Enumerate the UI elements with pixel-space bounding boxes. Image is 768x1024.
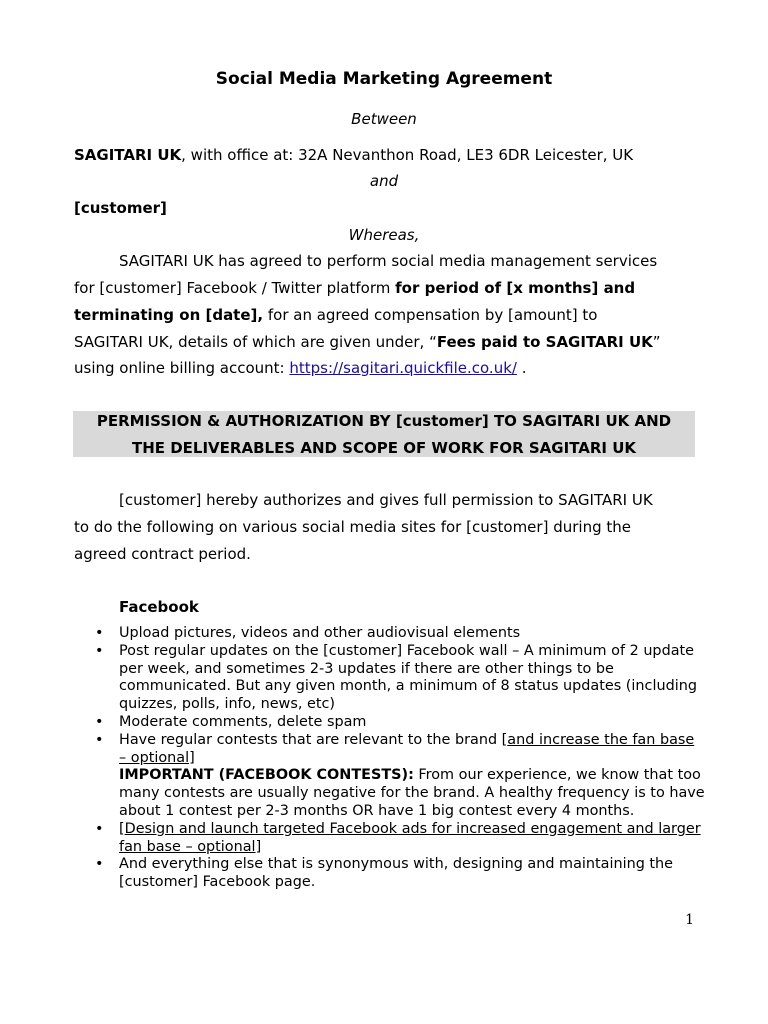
list-item-text: ]	[255, 838, 262, 855]
recital-line-3	[74, 306, 597, 324]
optional-clause: and increase the fan base – optional	[119, 731, 695, 766]
list-item-text: Post regular updates on the [customer] Facebook wall – A minimum of 2 update per week, and sometimes 2-3 updates if there are other things to be communicated. But any given month, a minimum of 8 status updates (including quizzes, polls, info, news, etc)	[119, 642, 697, 713]
facebook-heading: Facebook	[119, 598, 199, 616]
recital-text: SAGITARI UK, details of which are given under, “	[74, 333, 437, 351]
party1-name: SAGITARI UK	[74, 146, 182, 164]
important-label: IMPORTANT (FACEBOOK CONTESTS):	[119, 767, 414, 784]
recital-line-1: SAGITARI UK has agreed to perform social media management services	[119, 252, 658, 270]
recital-text: for an agreed compensation by [amount] to	[263, 306, 598, 324]
optional-clause: Design and launch targeted Facebook ads for increased engagement and larger fan base – optional	[119, 820, 701, 855]
recital-period: for period of [x months] and	[395, 279, 636, 297]
list-item-text: And everything else that is synonymous with, designing and maintaining the [customer] Facebook page.	[119, 856, 674, 891]
recital-line-2	[74, 279, 635, 297]
recital-line-5	[74, 359, 527, 377]
list-item	[95, 714, 705, 732]
billing-account-link[interactable]: https://sagitari.quickfile.co.uk/	[289, 359, 517, 377]
list-item	[95, 625, 705, 643]
list-item	[95, 732, 705, 821]
party2-name: [customer]	[74, 199, 167, 217]
recital-text: for [customer] Facebook / Twitter platform	[74, 279, 396, 297]
list-item	[95, 856, 705, 892]
authorization-line-1: [customer] hereby authorizes and gives full permission to SAGITARI UK	[119, 491, 653, 509]
list-item-text: ]	[189, 749, 195, 766]
list-item-text: [	[119, 820, 125, 837]
and-label: and	[369, 172, 399, 190]
party2-line	[74, 199, 167, 217]
recital-text: using online billing account:	[74, 359, 290, 377]
document-title: Social Media Marketing Agreement	[215, 69, 553, 89]
banner-line-1: PERMISSION & AUTHORIZATION BY [customer] TO SAGITARI UK AND	[96, 412, 672, 430]
between-label: Between	[351, 110, 417, 128]
facebook-bullet-list	[95, 625, 705, 892]
whereas-label: Whereas,	[348, 226, 420, 244]
authorization-line-3: agreed contract period.	[74, 545, 251, 563]
section-banner	[73, 411, 695, 457]
recital-fees: Fees paid to SAGITARI UK	[436, 333, 653, 351]
recital-termination: terminating on [date],	[74, 306, 264, 324]
recital-text: ”	[652, 333, 661, 351]
party1-line	[74, 146, 633, 164]
important-note: From our experience, we know that too many contests are usually negative for the brand. A healthy frequency is to have about 1 contest per 2-3 months OR have 1 big contest every 4 months.	[119, 767, 705, 819]
list-item-text: Have regular contests that are relevant to the brand [	[119, 731, 508, 748]
recital-text: .	[516, 359, 527, 377]
authorization-line-2: to do the following on various social media sites for [customer] during the	[74, 518, 631, 536]
list-item	[95, 643, 705, 714]
party1-address: , with office at: 32A Nevanthon Road, LE3 6DR Leicester, UK	[181, 146, 634, 164]
list-item	[95, 821, 705, 857]
recital-line-4	[74, 333, 661, 351]
banner-line-2: THE DELIVERABLES AND SCOPE OF WORK FOR SAGITARI UK	[131, 439, 637, 457]
list-item-text: Moderate comments, delete spam	[119, 713, 367, 730]
page-number: 1	[685, 912, 694, 928]
list-item-text: Upload pictures, videos and other audiovisual elements	[119, 625, 521, 641]
